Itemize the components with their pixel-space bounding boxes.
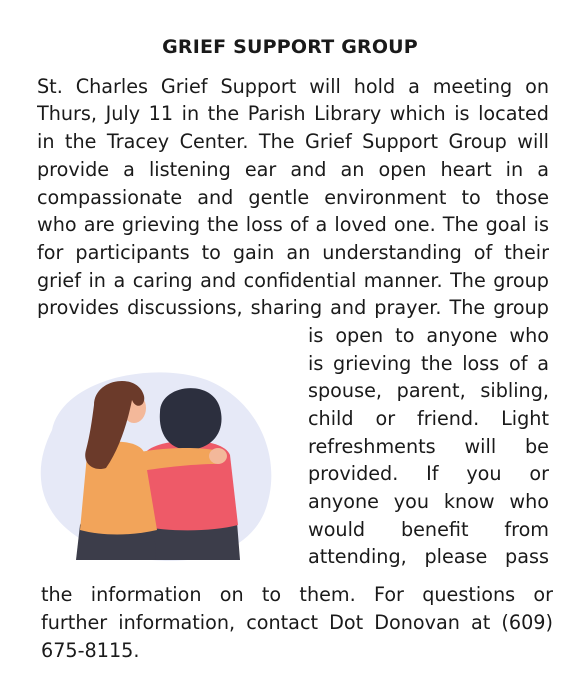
two-people-hugging-icon [32, 360, 282, 570]
body-line: provides discussions, sharing and prayer. The group [37, 296, 549, 319]
body-line: anyone you know who [308, 490, 549, 513]
body-line: further information, contact Dot Donovan at (609) [41, 611, 553, 634]
body-line: attending, please pass [308, 545, 549, 568]
body-line: for participants to gain an understanding of their [37, 241, 549, 264]
body-line: provided. If you or [308, 462, 549, 485]
body-line: grief in a caring and confidential manner. The group [37, 269, 549, 292]
article-title: GRIEF SUPPORT GROUP [162, 36, 418, 58]
body-line: is grieving the loss of a [308, 352, 549, 375]
body-line: would benefit from [308, 518, 549, 541]
body-line: who are grieving the loss of a loved one. The goal is [37, 213, 549, 236]
body-line: Thurs, July 11 in the Parish Library which is located [37, 102, 549, 125]
body-line: is open to anyone who [308, 324, 549, 347]
body-line: 675-8115. [41, 639, 140, 662]
body-line: in the Tracey Center. The Grief Support Group will [37, 130, 549, 153]
body-line: the information on to them. For questions or [41, 583, 553, 606]
body-line: provide a listening ear and an open heart in a [37, 158, 549, 181]
body-line: refreshments will be [308, 435, 549, 458]
body-line: spouse, parent, sibling, [308, 379, 549, 402]
body-line: St. Charles Grief Support will hold a meeting on [37, 75, 549, 98]
body-line: compassionate and gentle environment to those [37, 186, 549, 209]
body-line: child or friend. Light [308, 407, 549, 430]
